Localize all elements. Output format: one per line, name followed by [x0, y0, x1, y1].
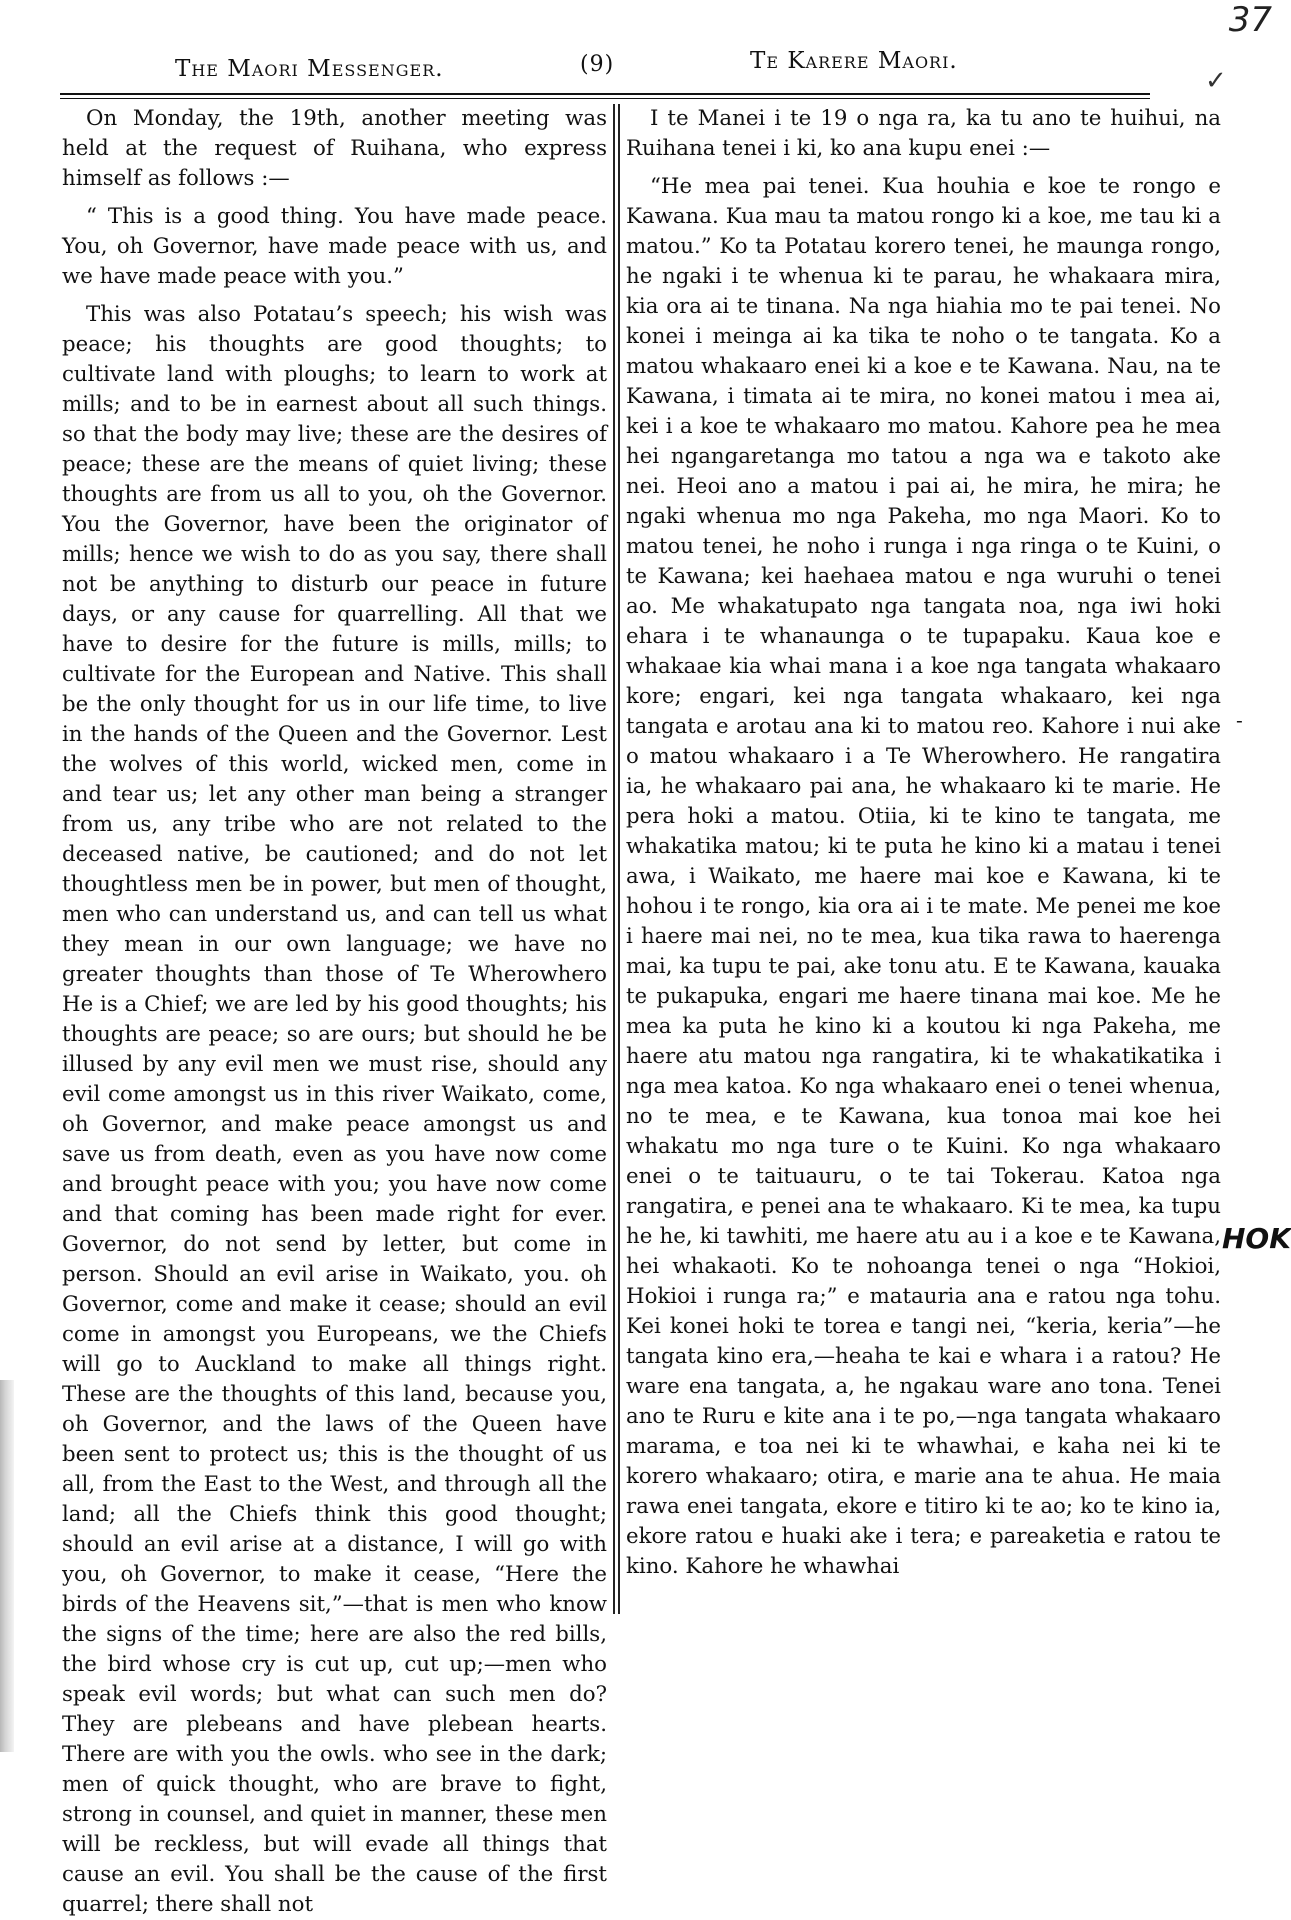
margin-handwritten-note: HOK	[1222, 1222, 1291, 1255]
header-maori-title: Te Karere Maori.	[750, 48, 958, 74]
page-header	[60, 48, 1180, 88]
header-rule	[60, 93, 1150, 95]
page-number: 37	[1228, 0, 1272, 40]
english-paragraph: On Monday, the 19th, another meeting was held at the request of Ruihana, who express himself as follows :—	[62, 106, 607, 191]
english-paragraph: “ This is a good thing. You have made peace. You, oh Governor, have made peace with us, and we have made peace with you.”	[62, 204, 607, 289]
maori-paragraph: I te Manei i te 19 o nga ra, ka tu ano te huihui, na Ruihana tenei i ki, ko ana kupu enei :—	[626, 106, 1221, 161]
maori-column	[626, 104, 1221, 1614]
maori-paragraph: “He mea pai tenei. Kua houhia e koe te rongo e Kawana. Kua mau ta matou rongo ki a koe, me tau ki a matou.” Ko ta Potatau korero tenei, he maunga rongo, he ngaki i te whenua ki te parau, he whakaara mira, kia ora ai te tinana. Na nga hiahia mo te pai tenei. No konei i meinga ai ka tika te noho o te tangata. Ko a matou whakaaro enei ki a koe e te Kawana. Nau, na te Kawana, i timata ai te mira, no konei matou i mea ai, kei i a koe te whakaaro mo matou. Kahore pea he mea hei ngangaretanga mo tatou a nga wa e takoto ake nei. Heoi ano a matou i pai ai, he mira, he mira; he ngaki whenua mo nga Pakeha, mo nga Maori. Ko to matou tenei, he noho i runga i nga ringa o te Kuini, o te Kawana; kei haehaea matou e nga wuruhi o tenei ao. Me whakatupato nga tangata noa, nga iwi hoki ehara i te whanaunga o te tupapaku. Kaua koe e whakaae kia whai mana i a koe nga tangata whakaaro kore; engari, kei nga tangata whakaaro, kei nga tangata e arotau ana ki to matou reo. Kahore i nui ake o matou whakaaro i a Te Wherowhero. He rangatira ia, he whakaaro pai ana, he whakaaro ki te marie. He pera hoki a matou. Otiia, ki te kino te tangata, me whakatika matou; ki te puta he kino ki a matau i tenei awa, i Waikato, me haere mai koe e Kawana, ki te hohou i te rongo, kia ora ai i te mate. Me penei me koe i haere mai nei, no te mea, kua tika rawa to haerenga mai, ka tupu te pai, ake tonu atu. E te Kawana, kauaka te pukapuka, engari me haere tinana mai koe. Me he mea ka puta he kino ki a koutou ki nga Pakeha, me haere atu matou nga rangatira, ki te whakatikatika i nga mea katoa. Ko nga whakaaro enei o tenei whenua, no te mea, e te Kawana, kua tonoa mai koe hei whakatu mo nga ture o te Kuini. Ko nga whakaaro enei o te taituauru, o te tai Tokerau. Katoa nga rangatira, e penei ana te whakaaro. Ki te mea, ka tupu he he, ki tawhiti, me haere atu au i a koe e te Kawana, hei whakaoti. Ko te nohoanga tenei o nga “Hokioi, Hokioi i runga ra;” e matauria ana e ratou nga tohu. Kei konei hoki te torea e tangi nei, “keria, keria”—he tangata kino era,—heaha te kai e whara i a ratou? He ware ena tangata, a, he ngakau ware ano tona. Tenei ano te Ruru e kite ana i te po,—nga tangata whakaaro marama, e toa nei ki te whawhai, e kaha nei ki te korero whakaaro; otira, e marie ana te ahua. He maia rawa enei tangata, ekore e titiro ki te ao; ko te kino ia, ekore ratou e huaki ake i tera; e pareaketia e ratou te kino. Kahore he whawhai	[626, 174, 1221, 1579]
margin-dash: -	[1236, 708, 1243, 732]
scan-edge-shadow	[0, 1380, 14, 1752]
header-english-title: The Maori Messenger.	[175, 56, 444, 82]
english-paragraph: This was also Potatau’s speech; his wish was peace; his thoughts are good thoughts; to cultivate land with ploughs; to learn to work at mills; and to be in earnest about all such things. so that the body may live; these are the desires of peace; these are the means of quiet living; these thoughts are from us all to you, oh the Governor. You the Governor, have been the originator of mills; hence we wish to do as you say, there shall not be anything to disturb our peace in future days, or any cause for quarrelling. All that we have to desire for the future is mills, mills; to cultivate for the European and Native. This shall be the only thought for us in our life time, to live in the hands of the Queen and the Governor. Lest the wolves of this world, wicked men, come in and tear us; let any other man being a stranger from us, any tribe who are not related to the deceased native, be cautioned; and do not let thoughtless men be in power, but men of thought, men who can understand us, and can tell us what they mean in our own language; we have no greater thoughts than those of Te Wherowhero He is a Chief; we are led by his good thoughts; his thoughts are peace; so are ours; but should he be illused by any evil men we must rise, should any evil come amongst us in this river Waikato, come, oh Governor, and make peace amongst us and save us from death, even as you have now come and brought peace with you; you have now come and that coming has been made right for ever. Governor, do not send by letter, but come in person. Should an evil arise in Waikato, you. oh Governor, come and make it cease; should an evil come in amongst you Europeans, we the Chiefs will go to Auckland to make all things right. These are the thoughts of this land, because you, oh Governor, and the laws of the Queen have been sent to protect us; this is the thought of us all, from the East to the West, and through all the land; all the Chiefs think this good thought; should an evil arise at a distance, I will go with you, oh Governor, to make it cease, “Here the birds of the Heavens sit,”—that is men who know the signs of the time; here are also the red bills, the bird whose cry is cut up, cut up;—men who speak evil words; but what can such men do? They are plebeans and have plebean hearts. There are with you the owls. who see in the dark; men of quick thought, who are brave to fight, strong in counsel, and quiet in manner, these men will be reckless, but will evade all things that cause an evil. You shall be the cause of the first quarrel; there shall not	[62, 302, 607, 1917]
tick-mark: ✓	[1205, 66, 1227, 96]
header-rule-thin	[60, 98, 1150, 99]
english-column	[62, 104, 607, 1917]
column-divider	[618, 104, 620, 1614]
header-page-label: (9)	[580, 52, 615, 77]
column-divider	[613, 104, 615, 1614]
